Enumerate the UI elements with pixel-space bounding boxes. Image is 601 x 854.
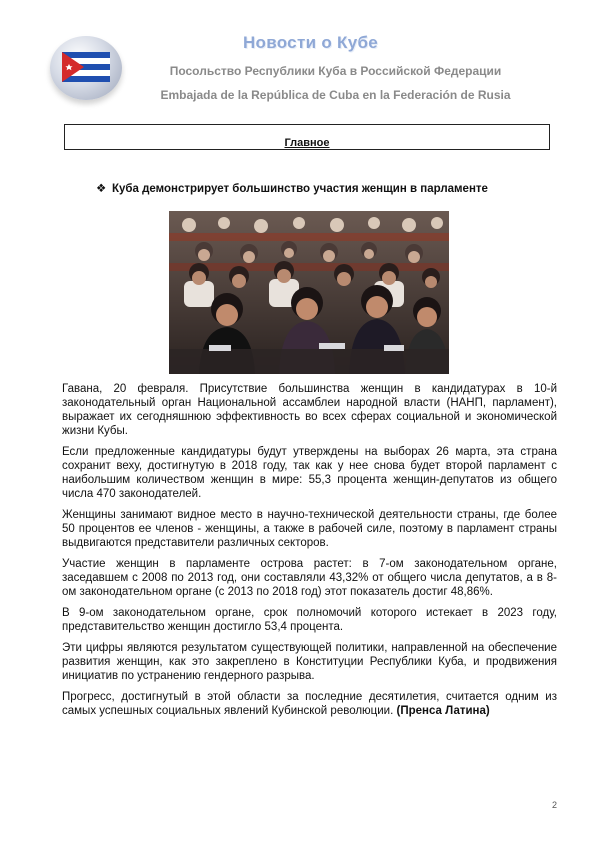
page-number: 2 bbox=[551, 800, 557, 810]
article-paragraph: В 9-ом законодательном органе, срок полномочий которого истекает в 2023 году, представительство женщин достигло 53,4 процента. bbox=[62, 607, 557, 633]
embassy-name-spanish: Embajada de la República de Cuba en la Federación de Rusia bbox=[160, 88, 511, 102]
news-source: (Пренса Латина) bbox=[396, 705, 490, 717]
article-headline bbox=[96, 181, 488, 195]
site-title: Новости о Кубе bbox=[242, 33, 379, 52]
article-paragraph: Гавана, 20 февраля. Присутствие большинства женщин в кандидатурах в 10-й законодательный орган Национальной ассамблеи народной власти (НАНП, парламент), выражает их сегодняшнюю эффективность во всех сферах социальной и экономической жизни Кубы. bbox=[62, 383, 557, 437]
article-body bbox=[62, 382, 557, 725]
parliament-session-photo bbox=[169, 211, 449, 374]
photo-illustration bbox=[169, 211, 449, 374]
headline-text: Куба демонстрирует большинство участия женщин в парламенте bbox=[112, 183, 488, 195]
article-paragraph: Участие женщин в парламенте острова растет: в 7-ом законодательном органе, заседавшем с 2008 по 2013 год, они составляли 43,32% от общего числа депутатов, а в 8-ом законодательном органе (с 2013 по 2018 год) этот показатель достиг 48,86%. bbox=[62, 558, 557, 598]
article-paragraph: Если предложенные кандидатуры будут утверждены на выборах 26 марта, эта страна сохранит веху, достигнутую в 2018 году, так как у нее снова будет второй парламент с наибольшим количеством женщин в мире: 55,3 процента женщин-депутатов из общего числа 470 законодателей. bbox=[62, 446, 557, 500]
final-paragraph-text: Прогресс, достигнутый в этой области за последние десятилетия, считается одним из самых успешных социальных явлений Кубинской революции. bbox=[62, 691, 557, 717]
cuba-flag-icon bbox=[62, 52, 110, 82]
article-paragraph-final bbox=[62, 690, 557, 718]
section-header bbox=[64, 124, 550, 150]
section-label: Главное bbox=[284, 137, 330, 149]
embassy-name-russian: Посольство Республики Куба в Российской Федерации bbox=[169, 64, 502, 78]
article-paragraph: Эти цифры являются результатом существующей политики, направленной на обеспечение развития женщин, как это закреплено в Конституции Республики Куба, и продвижения инициатив по устранению гендерного разрыва. bbox=[62, 642, 557, 682]
diamond-bullet-icon: ❖ bbox=[96, 183, 107, 195]
article-paragraph: Женщины занимают видное место в научно-технической деятельности страны, где более 50 процентов ее членов - женщины, а также в рабочей силе, поэтому в парламент страны выдвигаются представители различных секторов. bbox=[62, 509, 557, 549]
